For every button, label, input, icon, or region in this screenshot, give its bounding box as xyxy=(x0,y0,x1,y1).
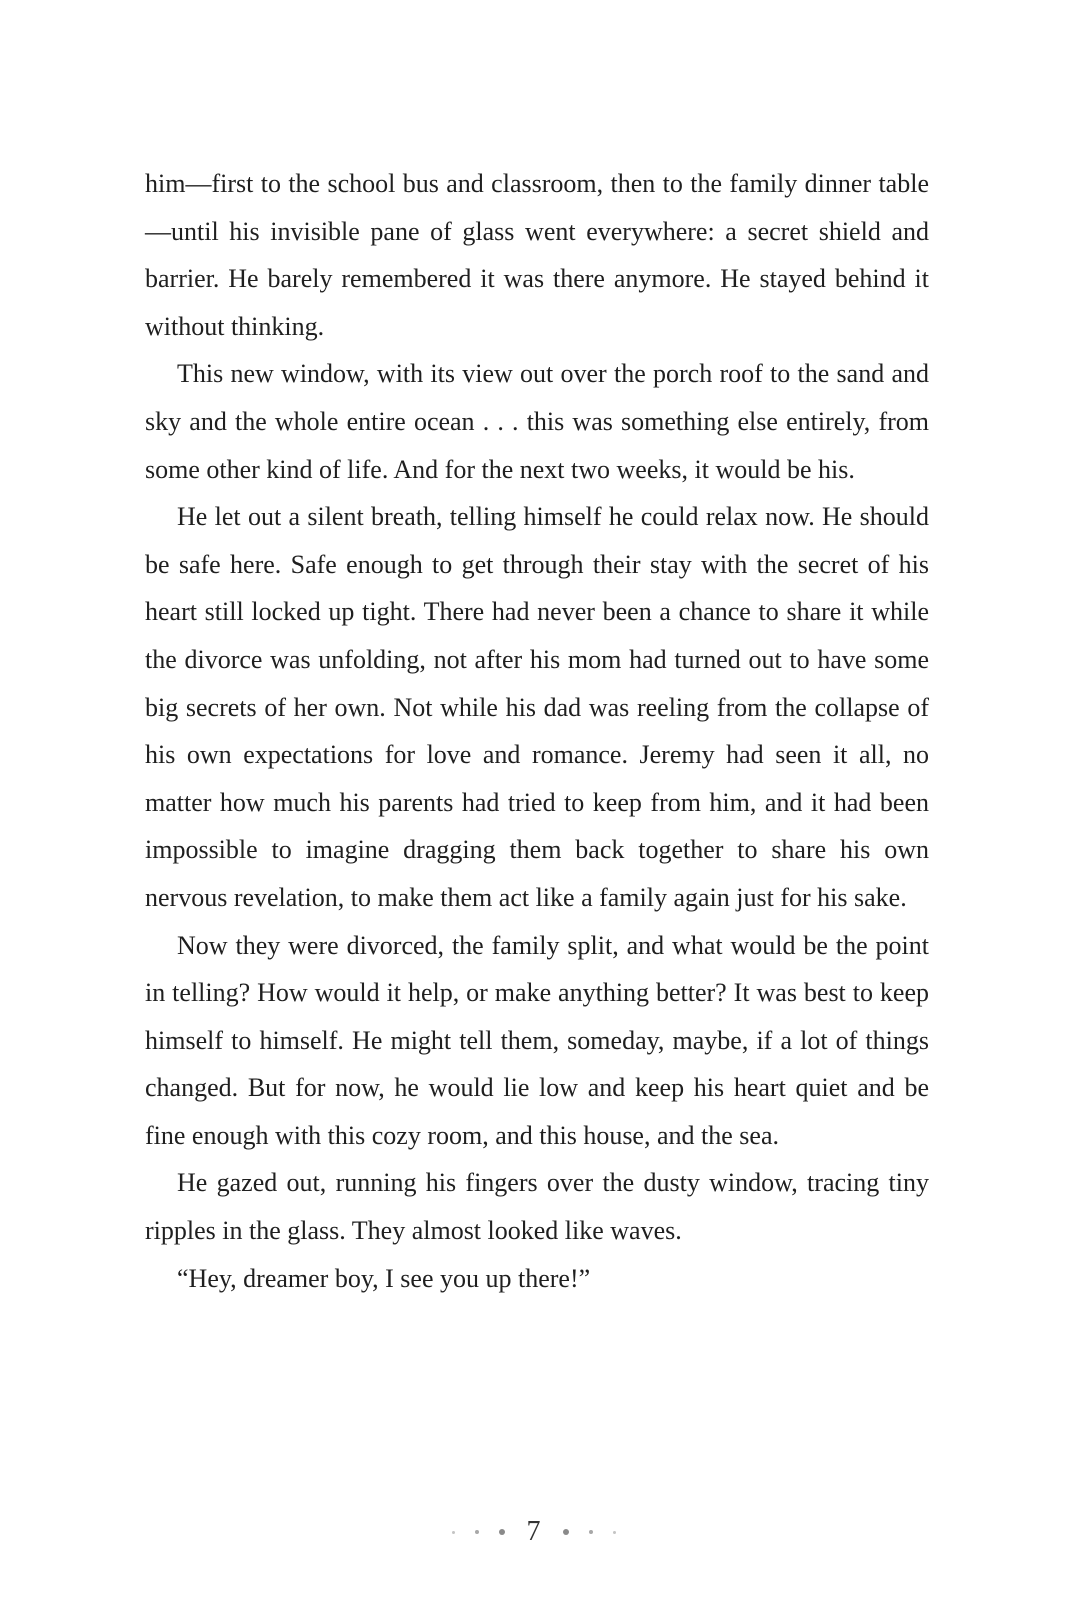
dialogue-paragraph: “Hey, dreamer boy, I see you up there!” xyxy=(177,1263,591,1293)
paragraph: This new window, with its view out over the porch roof to the sand and sky and the whole entire ocean . . . this was something else entirely, from some other kind of life. And for the next two weeks, it would be his. xyxy=(145,359,929,484)
ornament-dot xyxy=(475,1530,479,1534)
paragraph: He let out a silent breath, telling himself he could relax now. He should be safe here. Safe enough to get through their stay with the secret of his heart still locked up tight. There had never been a chance to share it while the divorce was unfolding, not after his mom had turned out to have some big secrets of her own. Not while his dad was reeling from the collapse of his own expectations for love and romance. Jeremy had seen it all, no matter how much his parents had tried to keep from him, and it had been impossible to imagine dragging them back together to share his own nervous revelation, to make them act like a family again just for his sake. xyxy=(145,502,929,912)
ornament-dot xyxy=(499,1529,505,1535)
paragraph: Now they were divorced, the family split, and what would be the point in telling? How would it help, or make anything better? It was best to keep himself to himself. He might tell them, someday, maybe, if a lot of things changed. But for now, he would lie low and keep his heart quiet and be fine enough with this cozy room, and this house, and the sea. xyxy=(145,930,929,1150)
page-body xyxy=(145,160,929,1302)
page-number: 7 xyxy=(526,1516,541,1547)
ornament-dot xyxy=(589,1530,593,1534)
folio-dots-right xyxy=(563,1512,616,1552)
ornament-dot xyxy=(613,1531,616,1534)
folio-dots-left xyxy=(452,1512,505,1552)
paragraph: He gazed out, running his fingers over the dusty window, tracing tiny ripples in the glass. They almost looked like waves. xyxy=(145,1168,929,1246)
page-footer xyxy=(0,1512,1067,1552)
paragraph-continued: him—first to the school bus and classroom, then to the family dinner table—until his invisible pane of glass went everywhere: a secret shield and barrier. He barely remembered it was there anymore. He stayed behind it without thinking. xyxy=(145,169,929,341)
ornament-dot xyxy=(563,1529,569,1535)
ornament-dot xyxy=(452,1531,455,1534)
